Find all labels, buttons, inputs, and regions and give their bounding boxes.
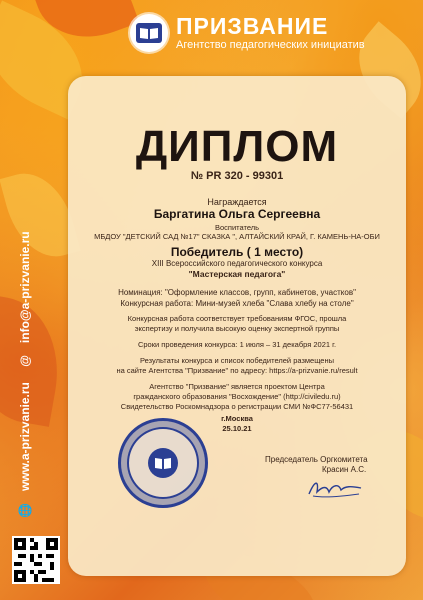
- issue-city: г.Москва: [221, 414, 253, 423]
- chair-label: Председатель Оргкомитета: [265, 455, 368, 464]
- award-place: Победитель ( 1 место): [170, 245, 304, 259]
- recipient-role: Воспитатель: [214, 223, 260, 232]
- recipient-organization: МБДОУ "ДЕТСКИЙ САД №17" СКАЗКА ", АЛТАЙСКИЙ КРАЙ, Г. КАМЕНЬ-НА-ОБИ: [94, 232, 380, 241]
- seal-stamp-icon: [118, 418, 208, 508]
- at-icon: @: [18, 355, 32, 367]
- contacts-sidebar: [6, 231, 46, 540]
- qr-code-icon[interactable]: [12, 536, 60, 584]
- fgos-note: Конкурсная работа соответствует требованиям ФГОС, прошла экспертизу и получила высокую оценку экспертной группы: [127, 314, 347, 333]
- site-icon: 🌐: [18, 503, 32, 518]
- chair-name: Красин А.С.: [322, 465, 367, 474]
- contest-work: Конкурсная работа: Мини-музей хлеба "Слава хлебу на столе": [120, 299, 354, 308]
- awarded-label: Награждается: [207, 197, 267, 207]
- email-link[interactable]: info@a-prizvanie.ru: [18, 231, 32, 344]
- brand-subtitle: Агентство педагогических инициатив: [176, 39, 365, 51]
- agency-note: Агентство "Призвание" является проектом Центра гражданского образования "Восхождение" (http://civiledu.ru) Свидетельство Роскомнадзора о регистрации СМИ №ФС77-56431: [120, 382, 354, 411]
- recipient-name: Баргатина Ольга Сергеевна: [153, 207, 321, 221]
- brand-name: ПРИЗВАНИЕ: [176, 13, 329, 39]
- site-link[interactable]: www.a-prizvanie.ru: [18, 382, 32, 492]
- open-book-icon: [130, 14, 168, 52]
- certificate-title: ДИПЛОМ: [135, 122, 339, 171]
- nomination: Номинация: "Оформление классов, групп, кабинетов, участков": [118, 288, 356, 297]
- issue-date: 25.10.21: [222, 424, 252, 433]
- brand-header: [130, 14, 365, 52]
- certificate-number: № PR 320 - 99301: [190, 170, 284, 182]
- contest-dates: Сроки проведения конкурса: 1 июля – 31 декабря 2021 г.: [137, 340, 337, 349]
- contest-description: XIII Всероссийского педагогического конкурса: [151, 259, 323, 268]
- contest-name: "Мастерская педагога": [188, 269, 286, 279]
- signature-icon: [305, 476, 365, 507]
- results-note: Результаты конкурса и список победителей размещены на сайте Агентства "Призвание" по адресу: https://a-prizvanie.ru/result: [116, 356, 358, 375]
